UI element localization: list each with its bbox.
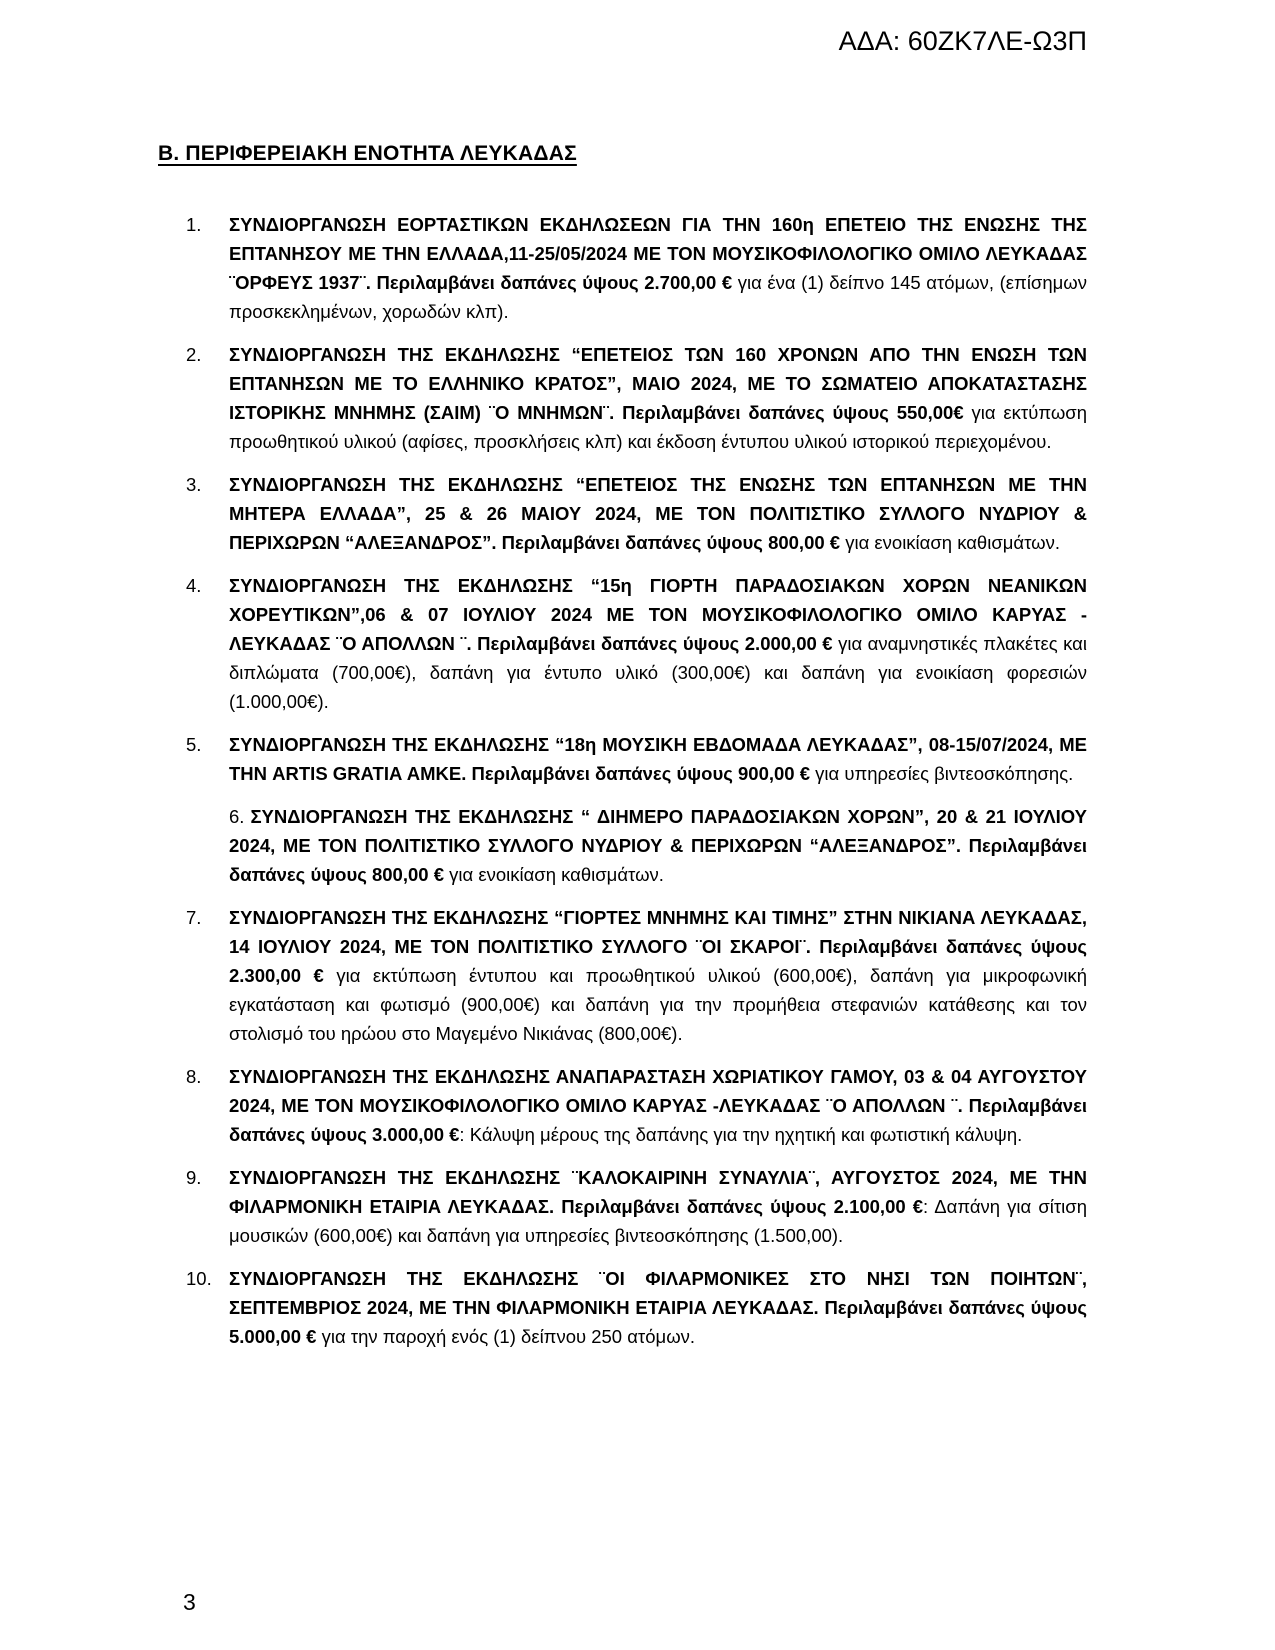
item-bold-text: ΣΥΝΔΙΟΡΓΑΝΩΣΗ ΤΗΣ ΕΚΔΗΛΩΣΗΣ ¨ΚΑΛΟΚΑΙΡΙΝΗ ΣΥΝΑΥΛΙΑ¨, ΑΥΓΟΥΣΤΟΣ 2024, ΜΕ ΤΗΝ ΦΙΛΑΡΜΟΝΙΚΗ ΕΤΑΙΡΙΑ ΛΕΥΚΑΔΑΣ. Περιλαμβάνει δαπάνες ύψους 2.100,00 € [229,1167,1087,1217]
ada-code: ΑΔΑ: 60ZK7ΛΕ-Ω3Π [838,26,1087,56]
list-item-text [229,903,1087,1048]
item-regular-text: : Κάλυψη μέρους της δαπάνης για την ηχητική και φωτιστική κάλυψη. [459,1124,1023,1145]
item-bold-text: ΣΥΝΔΙΟΡΓΑΝΩΣΗ ΤΗΣ ΕΚΔΗΛΩΣΗΣ ¨ΟΙ ΦΙΛΑΡΜΟΝΙΚΕΣ ΣΤΟ ΝΗΣΙ ΤΩΝ ΠΟΙΗΤΩΝ¨, ΣΕΠΤΕΜΒΡΙΟΣ 2024, ΜΕ ΤΗΝ ΦΙΛΑΡΜΟΝΙΚΗ ΕΤΑΙΡΙΑ ΛΕΥΚΑΔΑΣ. Περιλαμβάνει δαπάνες ύψους 5.000,00 € [229,1268,1087,1347]
list-item-text [229,210,1087,326]
item-bold-text: ΣΥΝΔΙΟΡΓΑΝΩΣΗ ΤΗΣ ΕΚΔΗΛΩΣΗΣ “15η ΓΙΟΡΤΗ ΠΑΡΑΔΟΣΙΑΚΩΝ ΧΟΡΩΝ ΝΕΑΝΙΚΩΝ ΧΟΡΕΥΤΙΚΩΝ”,06 & 07 ΙΟΥΛΙΟΥ 2024 ΜΕ ΤΟΝ ΜΟΥΣΙΚΟΦΙΛΟΛΟΓΙΚΟ ΟΜΙΛΟ ΚΑΡΥΑΣ - ΛΕΥΚΑΔΑΣ ¨Ο ΑΠΟΛΛΩΝ ¨. Περιλαμβάνει δαπάνες ύψους 2.000,00 € [229,575,1087,654]
list-item-inline-number [229,802,1087,889]
page-number: 3 [183,1589,196,1615]
list-item-number: 10. [186,1268,212,1289]
list-item-text [229,1062,1087,1149]
list-item-number: 7. [186,907,202,928]
list-item-text [229,470,1087,557]
item-regular-text: για υπηρεσίες βιντεοσκόπησης. [810,763,1074,784]
list-item [158,571,1087,716]
list-item [158,1163,1087,1250]
document-body [158,142,1087,1365]
list-item [158,903,1087,1048]
list-item [158,470,1087,557]
item-regular-text: για αναμνηστικές πλακέτες και διπλώματα (700,00€), δαπάνη για έντυπο υλικό (300,00€) και δαπάνη για ενοικίαση φορεσιών (1.000,00€). [229,633,1087,712]
item-bold-text: ΣΥΝΔΙΟΡΓΑΝΩΣΗ ΤΗΣ ΕΚΔΗΛΩΣΗΣ ΑΝΑΠΑΡΑΣΤΑΣΗ ΧΩΡΙΑΤΙΚΟΥ ΓΑΜΟΥ, 03 & 04 ΑΥΓΟΥΣΤΟΥ 2024, ΜΕ ΤΟΝ ΜΟΥΣΙΚΟΦΙΛΟΛΟΓΙΚΟ ΟΜΙΛΟ ΚΑΡΥΑΣ -ΛΕΥΚΑΔΑΣ ¨Ο ΑΠΟΛΛΩΝ ¨. Περιλαμβάνει δαπάνες ύψους 3.000,00 € [229,1066,1087,1145]
list-item-number: 3. [186,474,202,495]
item-regular-text: για ένα (1) δείπνο 145 ατόμων, (επίσημων προσκεκλημένων, χορωδών κλπ). [229,272,1087,322]
list-item-text [229,340,1087,456]
item-regular-text: για εκτύπωση έντυπου και προωθητικού υλικού (600,00€), δαπάνη για μικροφωνική εγκατάσταση και φωτισμό (900,00€) και δαπάνη για την προμήθεια στεφανιών κατάθεσης και τον στολισμό του ηρώου στο Μαγεμένο Νικιάνας (800,00€). [229,965,1087,1044]
item-regular-text: : Δαπάνη για σίτιση μουσικών (600,00€) και δαπάνη για υπηρεσίες βιντεοσκόπησης (1.500,00). [229,1196,1087,1246]
list-item-number: 6. [229,806,245,827]
list-item-text [229,571,1087,716]
list-item-number: 5. [186,734,202,755]
list-item [158,340,1087,456]
list-item-number: 8. [186,1066,202,1087]
item-bold-text: ΣΥΝΔΙΟΡΓΑΝΩΣΗ ΤΗΣ ΕΚΔΗΛΩΣΗΣ “ ΔΙΗΜΕΡΟ ΠΑΡΑΔΟΣΙΑΚΩΝ ΧΟΡΩΝ”, 20 & 21 ΙΟΥΛΙΟΥ 2024, ΜΕ ΤΟΝ ΠΟΛΙΤΙΣΤΙΚΟ ΣΥΛΛΟΓΟ ΝΥΔΡΙΟΥ & ΠΕΡΙΧΩΡΩΝ “ΑΛΕΞΑΝΔΡΟΣ”. Περιλαμβάνει δαπάνες ύψους 800,00 € [229,806,1087,885]
list-item-text [229,1264,1087,1351]
list-item-number: 4. [186,575,202,596]
item-regular-text: για ενοικίαση καθισμάτων. [444,864,664,885]
list-item-number: 9. [186,1167,202,1188]
item-bold-text: ΣΥΝΔΙΟΡΓΑΝΩΣΗ ΤΗΣ ΕΚΔΗΛΩΣΗΣ “18η ΜΟΥΣΙΚΗ ΕΒΔΟΜΑΔΑ ΛΕΥΚΑΔΑΣ”, 08-15/07/2024, ΜΕ ΤΗΝ ARTIS GRATIA ΑΜΚΕ. Περιλαμβάνει δαπάνες ύψους 900,00 € [229,734,1087,784]
item-bold-text: ΣΥΝΔΙΟΡΓΑΝΩΣΗ ΤΗΣ ΕΚΔΗΛΩΣΗΣ “ΓΙΟΡΤΕΣ ΜΝΗΜΗΣ ΚΑΙ ΤΙΜΗΣ” ΣΤΗΝ ΝΙΚΙΑΝΑ ΛΕΥΚΑΔΑΣ, 14 ΙΟΥΛΙΟΥ 2024, ΜΕ ΤΟΝ ΠΟΛΙΤΙΣΤΙΚΟ ΣΥΛΛΟΓΟ ¨ΟΙ ΣΚΑΡΟΙ¨. Περιλαμβάνει δαπάνες ύψους 2.300,00 € [229,907,1087,986]
list-item-text [229,1163,1087,1250]
item-bold-text: ΣΥΝΔΙΟΡΓΑΝΩΣΗ ΕΟΡΤΑΣΤΙΚΩΝ ΕΚΔΗΛΩΣΕΩΝ ΓΙΑ ΤΗΝ 160η ΕΠΕΤΕΙΟ ΤΗΣ ΕΝΩΣΗΣ ΤΗΣ ΕΠΤΑΝΗΣΟΥ ΜΕ ΤΗΝ ΕΛΛΑΔΑ,11-25/05/2024 ΜΕ ΤΟΝ ΜΟΥΣΙΚΟΦΙΛΟΛΟΓΙΚΟ ΟΜΙΛΟ ΛΕΥΚΑΔΑΣ ¨ΟΡΦΕΥΣ 1937¨. Περιλαμβάνει δαπάνες ύψους 2.700,00 € [229,214,1087,293]
item-regular-text: για εκτύπωση προωθητικού υλικού (αφίσες, προσκλήσεις κλπ) και έκδοση έντυπου υλικού ιστορικού περιεχομένου. [229,402,1087,452]
list-item-number: 1. [186,214,202,235]
item-bold-text: ΣΥΝΔΙΟΡΓΑΝΩΣΗ ΤΗΣ ΕΚΔΗΛΩΣΗΣ “ΕΠΕΤΕΙΟΣ ΤΗΣ ΕΝΩΣΗΣ ΤΩΝ ΕΠΤΑΝΗΣΩΝ ΜΕ ΤΗΝ ΜΗΤΕΡΑ ΕΛΛΑΔΑ”, 25 & 26 ΜΑΙΟΥ 2024, ΜΕ ΤΟΝ ΠΟΛΙΤΙΣΤΙΚΟ ΣΥΛΛΟΓΟ ΝΥΔΡΙΟΥ & ΠΕΡΙΧΩΡΩΝ “ΑΛΕΞΑΝΔΡΟΣ”. Περιλαμβάνει δαπάνες ύψους 800,00 € [229,474,1087,553]
item-regular-text: για την παροχή ενός (1) δείπνου 250 ατόμων. [316,1326,696,1347]
list-item-text [229,730,1087,788]
list-item [158,730,1087,788]
list-item-number: 2. [186,344,202,365]
list-item [158,210,1087,326]
item-regular-text: για ενοικίαση καθισμάτων. [840,532,1060,553]
item-bold-text: ΣΥΝΔΙΟΡΓΑΝΩΣΗ ΤΗΣ ΕΚΔΗΛΩΣΗΣ “ΕΠΕΤΕΙΟΣ ΤΩΝ 160 ΧΡΟΝΩΝ ΑΠΟ ΤΗΝ ΕΝΩΣΗ ΤΩΝ ΕΠΤΑΝΗΣΩΝ ΜΕ ΤΟ ΕΛΛΗΝΙΚΟ ΚΡΑΤΟΣ”, ΜΑΙΟ 2024, ΜΕ ΤΟ ΣΩΜΑΤΕΙΟ ΑΠΟΚΑΤΑΣΤΑΣΗΣ ΙΣΤΟΡΙΚΗΣ ΜΝΗΜΗΣ (ΣΑΙΜ) ¨Ο ΜΝΗΜΩΝ¨. Περιλαμβάνει δαπάνες ύψους 550,00€ [229,344,1087,423]
list-item [158,1264,1087,1351]
section-title: Β. ΠΕΡΙΦΕΡΕΙΑΚΗ ΕΝΟΤΗΤΑ ΛΕΥΚΑΔΑΣ [158,142,577,165]
list-item [158,1062,1087,1149]
